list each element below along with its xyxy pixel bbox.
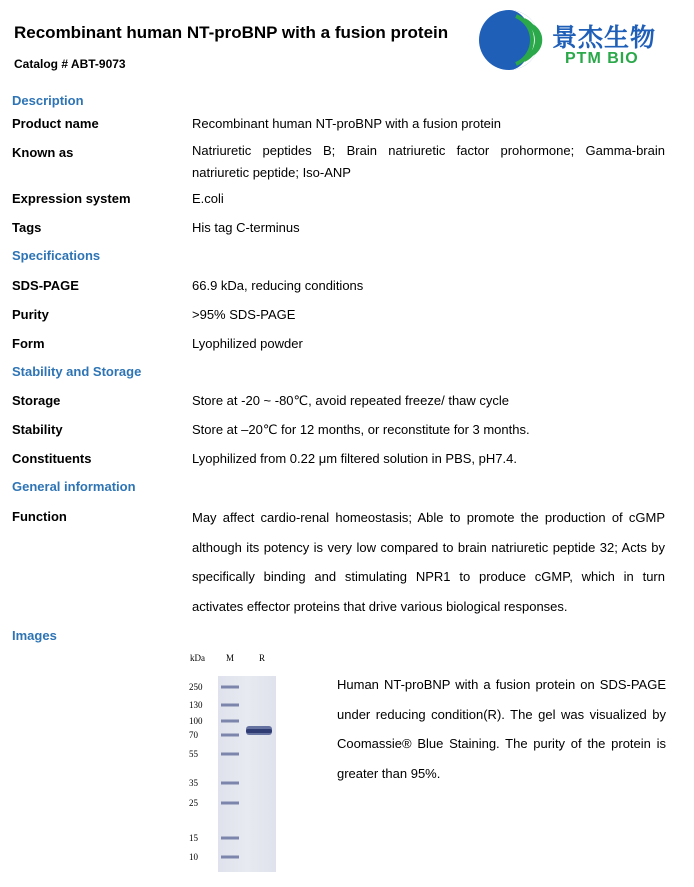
value-known-as: Natriuretic peptides B; Brain natriuretic factor prohormone; Gamma-brain natriuretic peptide; Iso-ANP [192, 143, 665, 180]
product-title: Recombinant human NT-proBNP with a fusion protein [14, 23, 449, 42]
label-form: Form [12, 336, 45, 351]
gel-lane-r-label: R [259, 653, 266, 663]
label-expression-system: Expression system [12, 191, 131, 206]
value-sds-page: 66.9 kDa, reducing conditions [192, 278, 364, 293]
gel-marker-label: 250 [189, 682, 203, 692]
gel-marker-band [221, 753, 239, 756]
gel-unit-label: kDa [190, 653, 205, 663]
gel-marker-label: 70 [189, 730, 198, 740]
gel-marker-band [221, 686, 239, 689]
gel-marker-band [221, 856, 239, 859]
image-caption: Human NT-proBNP with a fusion protein on SDS-PAGE under reducing condition(R). The gel was visualized by Coomassie® Blue Staining. The purity of the protein is greater than 95%. [337, 677, 666, 781]
sds-page-gel-image [180, 646, 290, 876]
catalog-number: Catalog # ABT-9073 [14, 57, 126, 71]
gel-marker-label: 130 [189, 700, 203, 710]
value-form: Lyophilized powder [192, 336, 303, 351]
gel-marker-label: 100 [189, 716, 203, 726]
value-expression-system: E.coli [192, 191, 224, 206]
company-logo [478, 8, 688, 72]
label-constituents: Constituents [12, 451, 92, 466]
section-general-information: General information [12, 479, 136, 494]
gel-lane-m-label: M [226, 653, 235, 663]
label-purity: Purity [12, 307, 49, 322]
label-function: Function [12, 509, 67, 524]
gel-marker-label: 55 [189, 749, 198, 759]
gel-protein-band-core [246, 729, 272, 733]
gel-marker-label: 10 [189, 852, 198, 862]
section-images: Images [12, 628, 57, 643]
value-storage: Store at -20 ~ -80℃, avoid repeated freeze/ thaw cycle [192, 393, 510, 408]
gel-marker-label: 25 [189, 798, 198, 808]
value-tags: His tag C-terminus [192, 220, 300, 235]
value-function: May affect cardio-renal homeostasis; Able to promote the production of cGMP although its potency is very low compared to brain natriuretic peptide 32; Acts by specifically binding and stimulating NPR1 to produce cGMP, which in turn activates effector proteins that drive various biological responses. [192, 510, 665, 614]
section-stability-storage: Stability and Storage [12, 364, 142, 379]
gel-marker-label: 15 [189, 833, 198, 843]
value-product-name: Recombinant human NT-proBNP with a fusion protein [192, 116, 502, 131]
gel-marker-band [221, 720, 239, 723]
label-known-as: Known as [12, 145, 74, 160]
label-product-name: Product name [12, 116, 99, 131]
gel-marker-band [221, 802, 239, 805]
gel-marker-band [221, 704, 239, 707]
value-purity: >95% SDS-PAGE [192, 307, 296, 322]
value-stability: Store at –20℃ for 12 months, or reconstitute for 3 months. [192, 422, 530, 437]
gel-marker-band [221, 782, 239, 785]
section-specifications: Specifications [12, 248, 101, 263]
ptm-logo-mark-icon [478, 8, 544, 72]
label-stability: Stability [12, 422, 63, 437]
logo-english-name: PTM BIO [565, 50, 639, 67]
label-tags: Tags [12, 220, 42, 235]
value-constituents: Lyophilized from 0.22 μm filtered solution in PBS, pH7.4. [192, 451, 517, 466]
section-description: Description [12, 93, 84, 108]
logo-chinese-name: 景杰生物 [552, 23, 657, 52]
label-sds-page: SDS-PAGE [12, 278, 79, 293]
label-storage: Storage [12, 393, 61, 408]
gel-marker-band [221, 837, 239, 840]
gel-marker-label: 35 [189, 778, 198, 788]
gel-marker-band [221, 734, 239, 737]
